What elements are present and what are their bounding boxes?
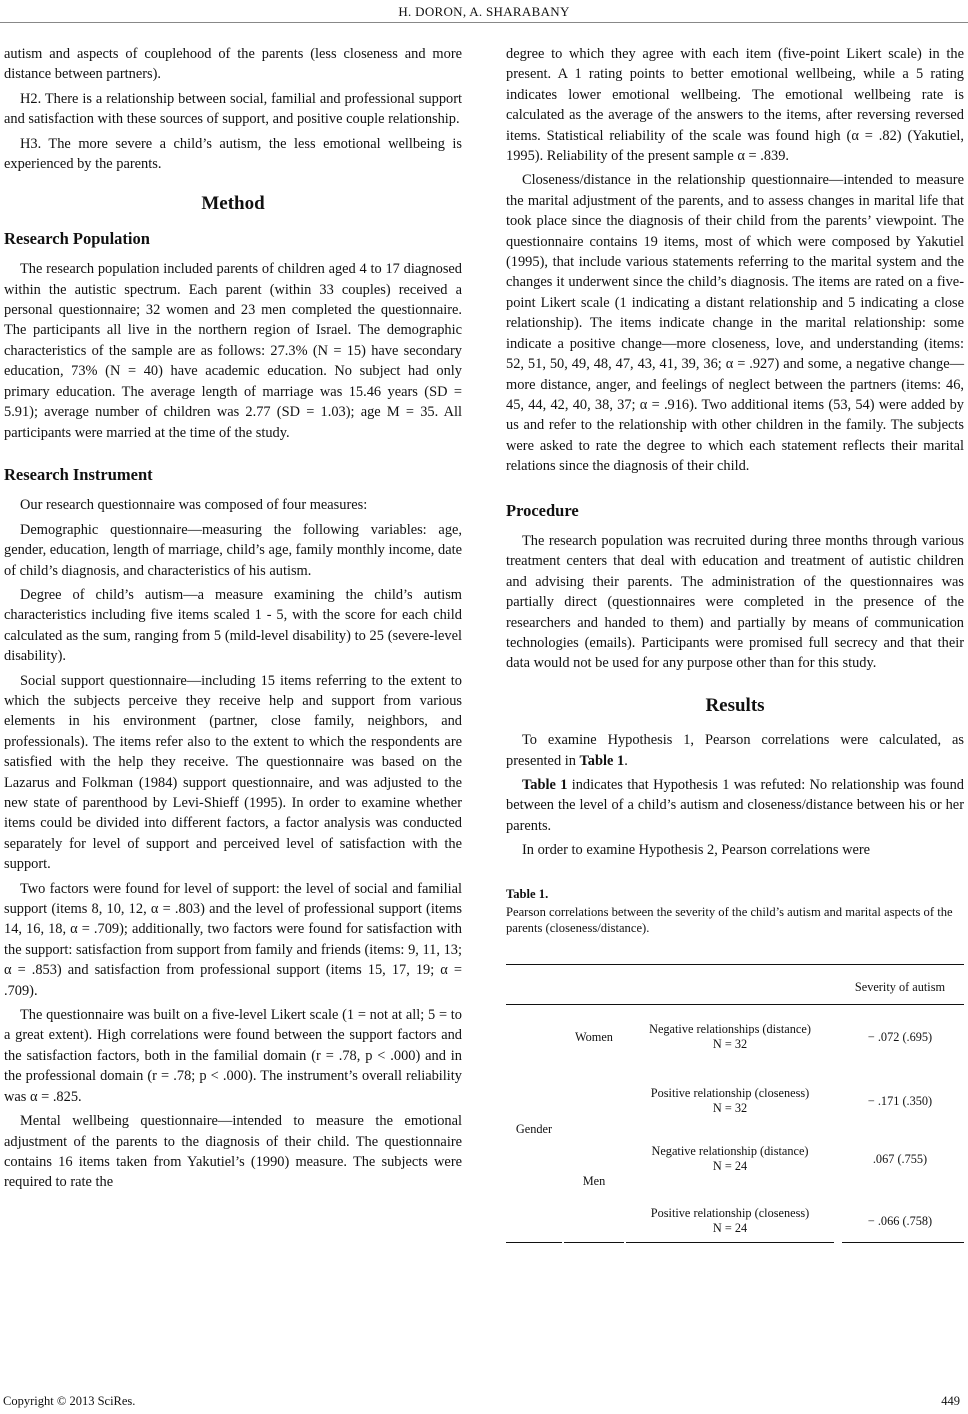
table-row-measure xyxy=(626,1086,834,1116)
table-bottom-rule xyxy=(626,1242,834,1243)
measure-label: Positive relationship (closeness) xyxy=(650,1206,810,1221)
table-bottom-rule xyxy=(564,1242,624,1243)
copyright: Copyright © 2013 SciRes. xyxy=(3,1394,136,1408)
paragraph-demographic: Demographic questionnaire—measuring the following variables: age, gender, education, length of marriage, child’s age, family monthly income, date of child’s diagnosis, and characteristics of his autism. xyxy=(4,521,462,579)
paragraph-likert: The questionnaire was built on a five-level Likert scale (1 = not at all; 5 = to a great extent). High correlations were found between the support factors and the satisfaction factors, both in the familial domain (r = .78, p < .000) and in the professional domain (r = .78; p < .000). The instrument’s overall reliability was α = .825. xyxy=(4,1007,462,1105)
table-bottom-rule xyxy=(842,1242,964,1243)
table-ref: Table 1 xyxy=(579,752,625,769)
table-row-measure xyxy=(626,1144,834,1174)
table-label: Table 1. xyxy=(506,886,549,901)
paragraph-closeness: Closeness/distance in the relationship questionnaire—intended to measure the marital adjustment of the parents, and to assess changes in marital life that took place since the diagnosis of their child from the parents’ viewpoint. The questionnaire contains 19 items, most of which were composed by Yakutiel (1995), that include various statements referring to the marital system and the changes it underwent since the child’s diagnosis. The items are rated on a five-point Likert scale (1 indicating a distant relationship and 5 indicating a close relationship). The items indicate change in the marital relationship: some indicate a positive change—more closeness, love, and understanding (items: 52, 51, 50, 49, 48, 47, 43, 41, 39, 36; α = .927) and some, a negative change—more distance, anger, and feelings of neglect between the partners (items: 46, 45, 44, 42, 40, 38, 37; α = .916). Two additional items (53, 54) were added by us and refer to the relationship with other children in the family. The subjects were asked to rate the degree to which each statement reflects their marital relations since the diagnosis of their child. xyxy=(506,172,964,475)
hypothesis-3: H3. The more severe a child’s autism, the less emotional wellbeing is experienced by the parents. xyxy=(4,135,462,173)
hypothesis-2: H2. There is a relationship between social, familial and professional support and satisfaction with these sources of support, and positive couple relationship. xyxy=(4,90,462,128)
table-ref: Table 1 xyxy=(522,777,568,793)
row-label-men: Men xyxy=(582,1174,606,1189)
paragraph-procedure: The research population was recruited during three months through various treatment centers that deal with education and treatment of autistic children and advising their parents. The administration of the questionnaires was partially direct (questionnaires were completed in the presence of the researchers and handed to them) and partially by means of communication technologies (emails). Participants were promised full secrecy and that their data would not be used for any purpose other than for this study. xyxy=(506,532,964,672)
paragraph-results-3: In order to examine Hypothesis 2, Pearson correlations were xyxy=(522,842,871,859)
sample-size: N = 32 xyxy=(712,1101,748,1116)
right-column xyxy=(506,44,964,1256)
table-header-rule xyxy=(506,1004,964,1005)
paragraph-social-support: Social support questionnaire—including 15 items referring to the extent to which the subjects perceive they receive help and support from various elements in his environment (partner, close family, neighbors, and professionals). The items refer also to the extent to which the respondents are satisfied with the help they receive. The questionnaire was based on the Lazarus and Folkman (1984) support questionnaire, and was adjusted to the new state of parenthood by Levi-Shieff (1995). In order to examine whether items could be divided into different factors, a factor analysis was conducted separately for level of support and perceived level of satisfaction with the support. xyxy=(4,672,462,873)
table-caption xyxy=(506,887,964,937)
row-label-women: Women xyxy=(575,1030,613,1045)
results-1-end: . xyxy=(624,752,628,769)
paragraph-support-factors: Two factors were found for level of support: the level of social and familial support (items 8, 10, 12, α = .803) and the level of professional support (items 14, 16, 18, α = .709); additionally, two factors were found for satisfaction with the support: satisfaction from support from family and friends (items: 9, 11, 13; α = .853) and satisfaction from professional support (items 15, 17, 19; α = .709). xyxy=(4,880,462,999)
paragraph-results-1 xyxy=(506,730,964,771)
paragraph-autism-degree: Degree of child’s autism—a measure examining the child’s autism characteristics including five items scaled 1 - 5, with the score for each child calculated as the sum, ranging from 5 (mild-level disability) to 25 (severe-level disability). xyxy=(4,586,462,665)
results-1-text: To examine Hypothesis 1, Pearson correlations were calculated, as presented in xyxy=(506,732,964,769)
measure-label: Negative relationships (distance) xyxy=(649,1022,811,1037)
table-row-measure xyxy=(626,1206,834,1236)
header-rule xyxy=(0,22,968,23)
table-top-rule xyxy=(506,964,964,965)
column-header-severity: Severity of autism xyxy=(854,980,946,995)
row-group-gender: Gender xyxy=(515,1122,553,1137)
hypothesis-1-continued: autism and aspects of couplehood of the parents (less closeness and more distance between partners). xyxy=(4,46,462,83)
sample-size: N = 24 xyxy=(712,1221,748,1236)
subsection-title-population: Research Population xyxy=(4,228,150,248)
paragraph-mental-wellbeing: Mental wellbeing questionnaire—intended to measure the emotional adjustment of the parents to the diagnosis of their child. The questionnaire contains 16 items taken from Yakutiel’s (1990) measure. The subjects were required to rate the xyxy=(4,1113,462,1191)
sample-size: N = 32 xyxy=(712,1037,748,1052)
results-2-text: indicates that Hypothesis 1 was refuted: No relationship was found between the level of a child’s autism and closeness/distance between his or her parents. xyxy=(506,777,964,834)
measure-label: Negative relationship (distance) xyxy=(651,1144,809,1159)
correlation-value: .067 (.755) xyxy=(872,1152,928,1167)
paragraph-instrument-intro: Our research questionnaire was composed of four measures: xyxy=(20,497,368,514)
correlation-value: − .072 (.695) xyxy=(867,1030,933,1045)
subsection-title-instrument: Research Instrument xyxy=(4,464,153,484)
section-title-method: Method xyxy=(201,193,265,215)
subsection-title-procedure: Procedure xyxy=(506,500,579,520)
correlation-value: − .066 (.758) xyxy=(867,1214,933,1229)
section-title-results: Results xyxy=(705,694,765,716)
paragraph-wellbeing-continued: degree to which they agree with each item (five-point Likert scale) in the present. A 1 rating points to better emotional wellbeing, while a 5 rating indicates lower emotional wellbeing. The emotional wellbeing rate is calculated as the average of the answers to the items, after reversing reversed items. Statistical reliability of the scale was found high (α = .82) (Yakutiel, 1995). Reliability of the present sample α = .839. xyxy=(506,46,964,165)
paragraph-population: The research population included parents of children aged 4 to 17 diagnosed within the autistic spectrum. Each parent (within 33 couples) received a personal questionnaire; 32 women and 23 men completed the questionnaire. The participants all live in the northern region of Israel. The demographic characteristics of the sample are as follows: 27.3% (N = 15) have secondary education, 73% (N = 40) have academic education. No subject had only primary education. The average length of marriage was 15.46 years (SD = 5.91); average number of children was 2.77 (SD = 1.03); age M = 35. All participants were married at the time of the study. xyxy=(4,261,462,441)
table-caption-text: Pearson correlations between the severity of the child’s autism and marital aspects of the parents (closeness/distance). xyxy=(506,905,953,935)
table-row-measure xyxy=(626,1022,834,1052)
page-number: 449 xyxy=(941,1394,960,1408)
table-1 xyxy=(506,936,964,1256)
left-column xyxy=(4,44,462,1193)
correlation-value: − .171 (.350) xyxy=(867,1094,933,1109)
sample-size: N = 24 xyxy=(712,1159,748,1174)
running-header: H. DORON, A. SHARABANY xyxy=(398,4,570,19)
table-bottom-rule xyxy=(506,1242,562,1243)
paragraph-results-2 xyxy=(506,775,964,836)
measure-label: Positive relationship (closeness) xyxy=(650,1086,810,1101)
